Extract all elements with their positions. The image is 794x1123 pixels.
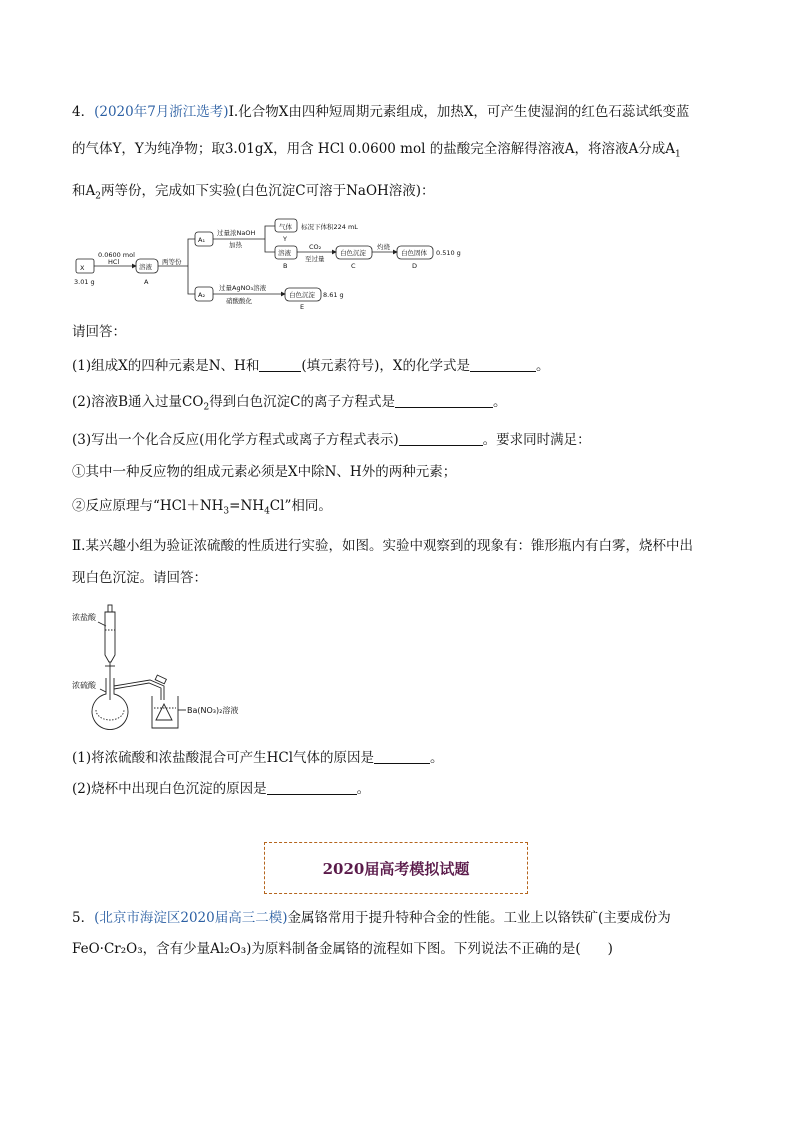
flow-co2: CO₂ xyxy=(309,243,322,251)
flow-a1: A₁ xyxy=(198,236,206,244)
q4-line-2 xyxy=(72,140,681,164)
q4-sub2-sub: 2 xyxy=(203,402,210,413)
apparatus-diagram xyxy=(72,600,272,732)
q4-a1: A xyxy=(665,141,675,157)
q4-part2-line1: Ⅱ.某兴趣小组为验证浓硫酸的性质进行实验，如图。实验中观察到的现象有：锥形瓶内有白雾，烧杯中出 xyxy=(72,538,693,554)
flow-a1-cond: 加热 xyxy=(229,241,242,249)
flow-solution: 溶液 xyxy=(139,263,152,271)
q4-a1-sub: 1 xyxy=(674,149,681,160)
q4-sub3 xyxy=(72,431,591,449)
answer-blank[interactable] xyxy=(374,750,430,764)
q4-number: 4． xyxy=(72,104,95,120)
q4-p2-b: 。 xyxy=(356,781,371,797)
q5-source: (北京市海淀区2020届高三二模) xyxy=(94,910,288,926)
flow-a2-cond: 硝酸酸化 xyxy=(226,297,252,305)
q4-sub2-b: 得到白色沉淀C的离子方程式是 xyxy=(209,394,396,410)
section-title: 2020届高考模拟试题 xyxy=(322,860,470,878)
answer-blank[interactable] xyxy=(259,358,301,372)
q4-sub1-a: (1)组成X的四种元素是N、H和 xyxy=(72,358,260,374)
q4-p1-b: 。 xyxy=(430,750,444,766)
flow-solution-a: A xyxy=(144,278,149,286)
flow-ppt-e: 白色沉淀 xyxy=(289,291,315,299)
q5-line-1 xyxy=(72,909,671,927)
q4-text-2a: 的气体Y，Y为纯净物；取 xyxy=(72,141,225,157)
label-ba-nitrate: Ba(NO₃)₂溶液 xyxy=(187,706,239,715)
q4-part2-sub1 xyxy=(72,749,444,767)
q4-text-3a: 和A xyxy=(72,183,96,199)
q4-sub2-c: 。 xyxy=(493,394,507,410)
q4-text-1: Ⅰ.化合物X由四种短周期元素组成，加热X，可产生使湿润的红色石蕊试纸变蓝 xyxy=(228,104,690,120)
q4-cond2-a: ②反应原理与“HCl＋NH xyxy=(72,498,224,514)
flow-solid-d-mass: 0.510 g xyxy=(436,249,461,257)
q4-cond2-sub1: 3 xyxy=(223,506,230,517)
answer-blank[interactable] xyxy=(395,394,493,408)
flow-hcl-amount: 0.0600 mol xyxy=(98,251,135,259)
q4-cond2-b: =NH xyxy=(229,498,265,514)
q5-text-1: 金属铬常用于提升特种合金的性能。工业上以铬铁矿(主要成份为 xyxy=(287,910,671,926)
q4-sub1 xyxy=(72,357,549,375)
answer-blank[interactable] xyxy=(267,781,357,795)
flow-hcl: HCl xyxy=(108,258,120,266)
q4-p1-a: (1)将浓硫酸和浓盐酸混合可产生HCl气体的原因是 xyxy=(72,750,375,766)
q4-cond2 xyxy=(72,497,332,521)
flow-gas-note: 标况下体积224 mL xyxy=(301,223,358,231)
flow-co2-cond: 至过量 xyxy=(305,255,325,263)
flow-x: X xyxy=(80,264,85,272)
answer-blank[interactable] xyxy=(470,358,536,372)
q4-cond2-sub2: 4 xyxy=(264,506,270,517)
flow-a2: A₂ xyxy=(198,291,206,299)
flow-a1-reagent: 过量浓NaOH xyxy=(217,229,256,237)
flow-gas-label: Y xyxy=(283,235,287,243)
q4-sub2 xyxy=(72,393,507,417)
q5-line-2: FeO·Cr₂O₃，含有少量Al₂O₃)为原料制备金属铬的流程如下图。下列说法不正确的是( ) xyxy=(72,941,613,957)
q4-a2-sub: 2 xyxy=(95,191,101,202)
q4-cond2-c: Cl”相同。 xyxy=(269,498,332,514)
q4-text-2b: ，用含 HCl 0.0600 mol 的盐酸完全溶解得溶液A，将溶液A分成 xyxy=(273,141,666,157)
q4-part2-sub2 xyxy=(72,780,370,798)
q4-part2-line2: 现白色沉淀。请回答： xyxy=(72,570,207,586)
flow-ppt-c: 白色沉淀 xyxy=(340,249,366,257)
flow-split: 两等份 xyxy=(162,258,182,266)
q5-number: 5． xyxy=(72,910,95,926)
q4-line-1 xyxy=(72,103,689,121)
q4-sub3-b: 。要求同时满足： xyxy=(482,432,591,448)
flow-solid-d: 白色固体 xyxy=(401,249,427,257)
label-conc-hcl: 浓盐酸 xyxy=(72,613,96,622)
label-conc-h2so4: 浓硫酸 xyxy=(72,681,96,690)
q4-prompt: 请回答： xyxy=(72,324,126,340)
q4-cond1: ①其中一种反应物的组成元素必须是X中除N、H外的两种元素； xyxy=(72,464,457,480)
flow-burn: 灼烧 xyxy=(377,243,390,251)
answer-blank[interactable] xyxy=(399,432,483,446)
q4-sub1-c: 。 xyxy=(535,358,550,374)
q4-sub3-a: (3)写出一个化合反应(用化学方程式或离子方程式表示) xyxy=(72,432,399,448)
flow-diagram xyxy=(72,212,472,314)
q4-mass: 3.01gX xyxy=(224,141,274,157)
flow-ppt-c-label: C xyxy=(351,262,356,270)
q4-sub1-b: (填元素符号)，X的化学式是 xyxy=(301,358,470,374)
flow-a2-reagent: 过量AgNO₃溶液 xyxy=(219,284,267,292)
q4-text-3b: 两等份，完成如下实验(白色沉淀C可溶于NaOH溶液)： xyxy=(100,183,435,199)
q4-line-3 xyxy=(72,182,435,206)
flow-ppt-e-label: E xyxy=(300,303,305,311)
q4-sub2-a: (2)溶液B通入过量CO xyxy=(72,394,204,410)
flow-sol-b-label: B xyxy=(283,262,288,270)
flow-x-mass: 3.01 g xyxy=(74,278,95,286)
flow-gas: 气体 xyxy=(279,223,292,231)
q4-source: (2020年7月浙江选考) xyxy=(94,104,229,120)
flow-sol-b: 溶液 xyxy=(278,249,291,257)
flow-ppt-e-mass: 8.61 g xyxy=(323,291,344,299)
section-header-box xyxy=(264,842,528,894)
q4-p2-a: (2)烧杯中出现白色沉淀的原因是 xyxy=(72,781,267,797)
flow-solid-d-label: D xyxy=(412,262,418,270)
